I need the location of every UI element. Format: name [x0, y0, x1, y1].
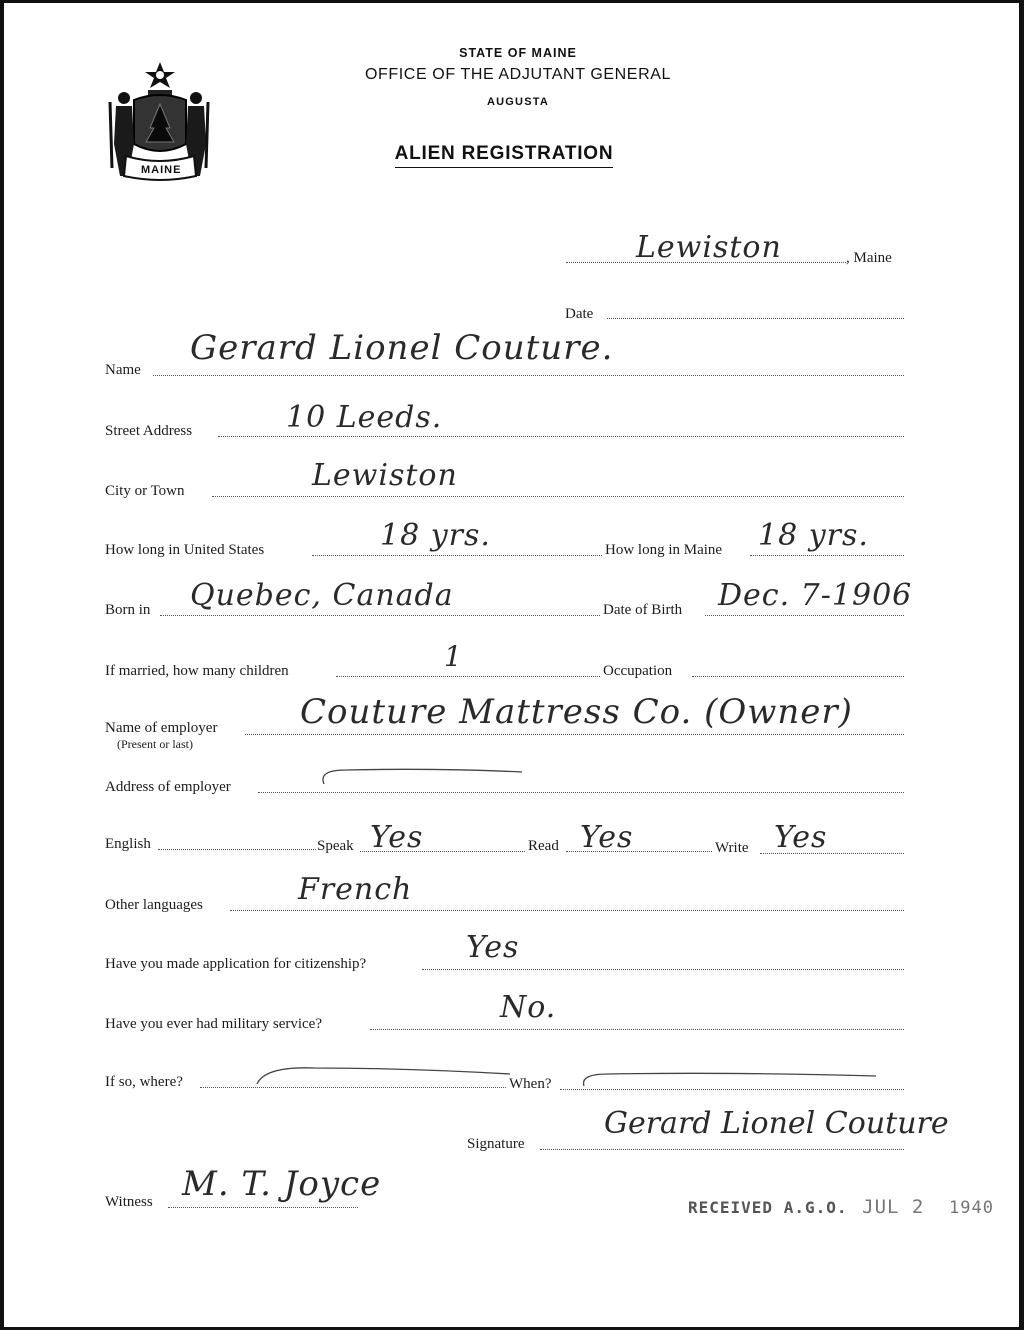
street-label: Street Address — [105, 423, 193, 439]
street-value: 10 Leeds. — [286, 400, 443, 435]
dob-label: Date of Birth — [603, 602, 683, 618]
name-line — [153, 375, 904, 376]
signature-line — [540, 1149, 904, 1150]
city-label: City or Town — [105, 483, 185, 499]
military-line — [370, 1029, 904, 1030]
how-long-maine-label: How long in Maine — [605, 542, 723, 558]
citizenship-label: Have you made application for citizenship? — [105, 956, 367, 972]
read-value: Yes — [580, 820, 634, 855]
received-stamp — [688, 1196, 994, 1218]
signature-label: Signature — [467, 1136, 525, 1152]
header-state: STATE OF MAINE — [459, 46, 577, 60]
how-long-us-value: 18 yrs. — [380, 518, 491, 553]
employer-address-label: Address of employer — [105, 779, 231, 795]
speak-label: Speak — [317, 838, 354, 854]
header-office: OFFICE OF THE ADJUTANT GENERAL — [364, 66, 672, 83]
occupation-label: Occupation — [603, 663, 673, 679]
born-in-line — [160, 615, 600, 616]
stamp-received: RECEIVED A.G.O. — [688, 1198, 848, 1217]
write-label: Write — [715, 840, 749, 856]
witness-value: M. T. Joyce — [182, 1164, 382, 1204]
stamp-date: JUL 2 — [862, 1196, 925, 1218]
citizenship-line — [422, 969, 904, 970]
english-line — [158, 849, 316, 850]
other-languages-line — [230, 910, 904, 911]
seal-banner-text: MAINE — [141, 164, 182, 176]
how-long-us-line — [312, 555, 602, 556]
date-line — [607, 318, 904, 319]
city-value: Lewiston — [312, 458, 458, 493]
dob-value: Dec. 7-1906 — [718, 578, 913, 613]
occupation-line — [692, 676, 904, 677]
header-city: AUGUSTA — [487, 96, 549, 108]
employer-address-line — [258, 792, 904, 793]
military-value: No. — [500, 990, 557, 1025]
place-value: Lewiston — [636, 230, 782, 265]
employer-value: Couture Mattress Co. (Owner) — [300, 692, 853, 732]
when-blank-dash — [578, 1066, 878, 1090]
employer-address-blank-dash — [316, 764, 526, 792]
how-long-us-label: How long in United States — [105, 542, 265, 558]
children-value: 1 — [444, 640, 463, 673]
military-label: Have you ever had military service? — [105, 1016, 322, 1032]
how-long-maine-value: 18 yrs. — [758, 518, 869, 553]
citizenship-value: Yes — [466, 930, 520, 965]
street-line — [218, 436, 904, 437]
name-label: Name — [105, 362, 141, 378]
children-label: If married, how many children — [105, 663, 289, 679]
born-in-value: Quebec, Canada — [190, 578, 454, 613]
write-value: Yes — [774, 820, 828, 855]
other-languages-value: French — [298, 872, 413, 907]
name-value: Gerard Lionel Couture. — [190, 328, 614, 368]
dob-line — [705, 615, 904, 616]
witness-line — [168, 1207, 358, 1208]
speak-value: Yes — [370, 820, 424, 855]
read-label: Read — [528, 838, 559, 854]
born-in-label: Born in — [105, 602, 151, 618]
children-line — [336, 676, 600, 677]
english-label: English — [105, 836, 151, 852]
witness-label: Witness — [105, 1194, 153, 1210]
other-languages-label: Other languages — [105, 897, 203, 913]
date-label: Date — [565, 306, 594, 322]
form-title: ALIEN REGISTRATION — [0, 143, 1016, 165]
stamp-year: 1940 — [948, 1198, 994, 1218]
employer-label: Name of employer — [105, 720, 218, 736]
city-line — [212, 496, 904, 497]
signature-value: Gerard Lionel Couture — [604, 1106, 949, 1141]
where-blank-dash — [255, 1058, 515, 1088]
when-label: When? — [509, 1076, 552, 1092]
employer-line — [245, 734, 904, 735]
where-label: If so, where? — [105, 1074, 183, 1090]
how-long-maine-line — [750, 555, 904, 556]
place-suffix-label: , Maine — [846, 250, 892, 266]
employer-sub-label: (Present or last) — [117, 737, 193, 751]
